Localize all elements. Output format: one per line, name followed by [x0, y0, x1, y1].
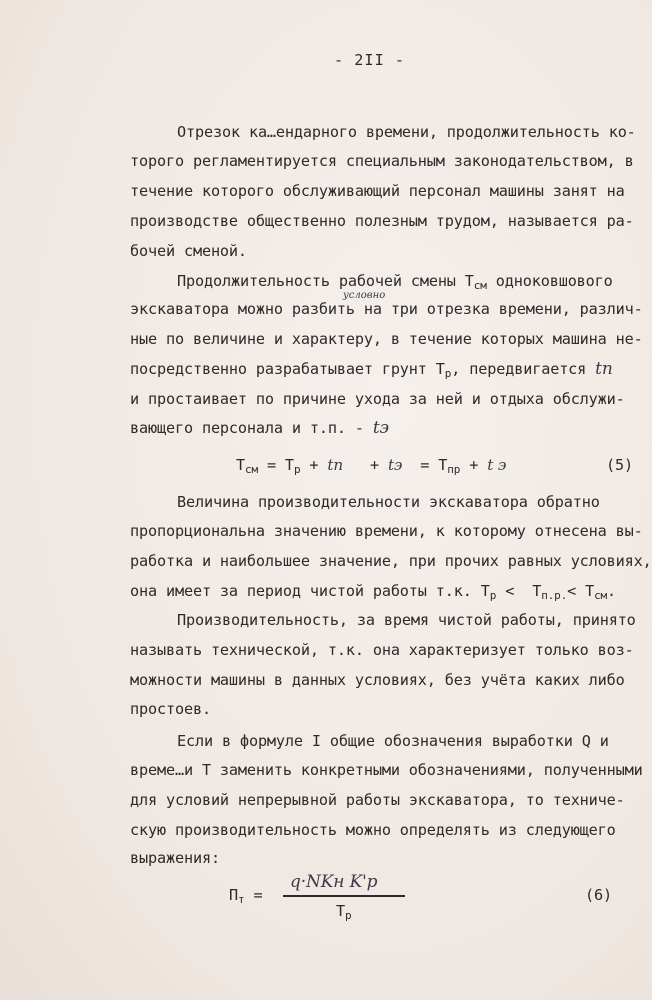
paragraph-4-line-2: называть технической, т.к. она характеризует только воз-	[130, 641, 634, 659]
paragraph-5-line-1: Если в формуле I общие обозначения выработки Q и	[177, 732, 609, 750]
handwritten-insert: условно	[343, 290, 386, 301]
handwritten-tp: tп	[595, 359, 613, 379]
paragraph-5-line-3: для условий непрерывной работы экскаватора, то техниче-	[130, 791, 625, 809]
paragraph-3-line-1: Величина производительности экскаватора обратно	[177, 493, 600, 511]
paragraph-3-line-2: пропорциональна значению времени, к которому отнесена вы-	[130, 522, 643, 540]
formula-6-denominator: $Т_р$	[336, 902, 352, 922]
paragraph-2-line-6: вающего персонала и т.п. - tэ	[130, 418, 389, 438]
paragraph-5-line-4: скую производительность можно определять из следующего	[130, 821, 616, 839]
paragraph-5-line-5: выражения:	[130, 849, 220, 867]
paragraph-3-line-3: работка и наибольшее значение, при прочих равных условиях,	[130, 552, 652, 570]
paragraph-2-line-4: посредственно разрабатывает грунт $Т_р$, передвигается tп	[130, 359, 613, 380]
paragraph-2-line-2: экскаватора можно разбить на три отрезка времени, различ-	[130, 300, 643, 318]
paragraph-1-line-1: Отрезок ка…ендарного времени, продолжительность ко-	[177, 123, 636, 141]
paragraph-2-line-3: ные по величине и характеру, в течение которых машина не-	[130, 330, 643, 348]
paragraph-1-line-2: торого регламентируется специальным законодательством, в	[130, 152, 634, 170]
paragraph-3-line-4: она имеет за период чистой работы т.к. $Т_р < Т_{п.р.}< Т_{см}$.	[130, 582, 617, 602]
paragraph-5-line-2: време…и Т заменить конкретными обозначениями, полученными	[130, 761, 643, 779]
formula-5-number: (5)	[606, 456, 633, 474]
paragraph-1-line-4: производстве общественно полезным трудом, называется ра-	[130, 212, 634, 230]
formula-5: $Т_{см} = Т_р$ + tn + tэ = $Т_{пр} + t$ э	[236, 456, 507, 476]
paragraph-4-line-4: простоев.	[130, 700, 211, 718]
formula-6-number: (6)	[585, 886, 612, 904]
paragraph-2-line-1: Продолжительность рабочей смены $Т_{см}$ одноковшового	[177, 272, 613, 292]
handwritten-te: tэ	[372, 418, 389, 438]
paragraph-2-line-5: и простаивает по причине ухода за ней и отдыха обслужи-	[130, 390, 625, 408]
paragraph-1-line-3: течение которого обслуживающий персонал машины занят на	[130, 182, 625, 200]
formula-6-numerator: q·NKн K'р	[290, 872, 378, 892]
page-number: - 2II -	[334, 51, 406, 69]
formula-6-lhs: $П_т$ =	[229, 886, 263, 906]
fraction-bar	[283, 895, 405, 897]
paragraph-4-line-3: можности машины в данных условиях, без учёта каких либо	[130, 671, 625, 689]
paragraph-4-line-1: Производительность, за время чистой работы, принято	[177, 611, 636, 629]
paragraph-1-line-5: бочей сменой.	[130, 242, 247, 260]
